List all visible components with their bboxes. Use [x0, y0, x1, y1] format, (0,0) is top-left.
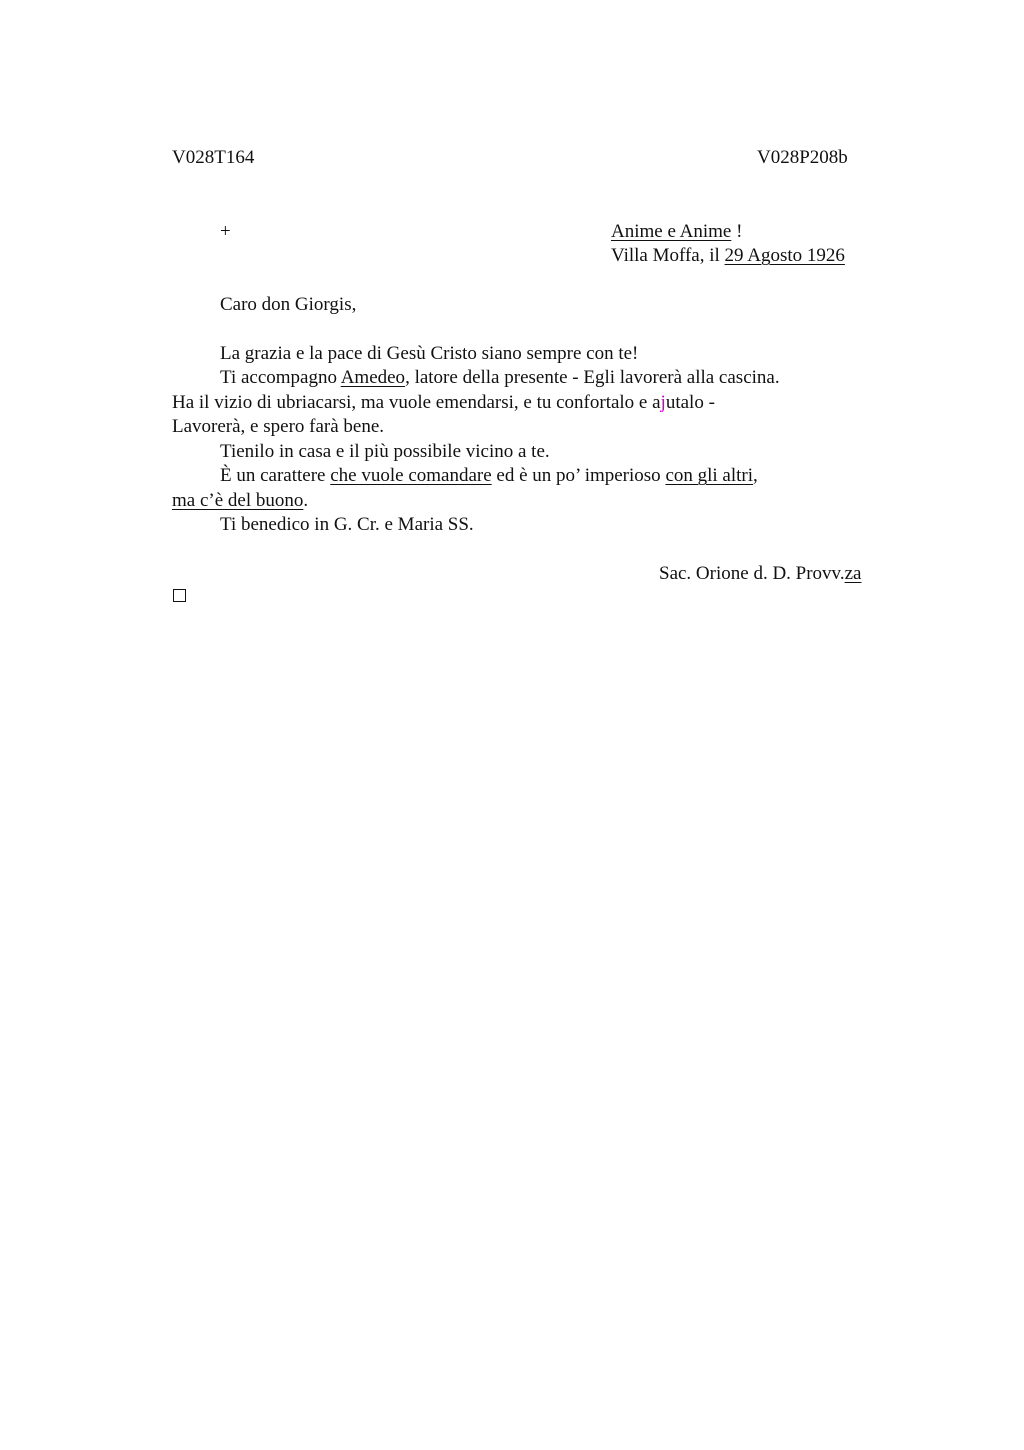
body-line-3 [172, 391, 715, 415]
square-icon [173, 589, 186, 602]
body-line-5: Tienilo in casa e il più possibile vicino a te. [220, 441, 550, 462]
body-line-1: La grazia e la pace di Gesù Cristo siano sempre con te! [220, 343, 639, 364]
body-line-7 [172, 489, 308, 513]
salutation: Caro don Giorgis, [220, 294, 357, 315]
body-line-2 [220, 366, 780, 390]
body-line-2-a: Ti accompagno [220, 367, 341, 388]
body-line-7-b: . [303, 490, 309, 511]
motto-suffix: ! [731, 221, 743, 242]
body-line-3-b: utalo - [665, 392, 715, 413]
body-line-6-b: ed è un po’ imperioso [491, 465, 666, 486]
highlighted-letter: j [660, 392, 666, 413]
document-code-left: V028T164 [172, 147, 255, 168]
body-line-6-a: È un carattere [220, 465, 331, 486]
dateline-date: 29 Agosto 1926 [724, 245, 845, 266]
underlined-phrase-3: ma c’è del buono [172, 490, 304, 511]
dateline [611, 244, 845, 268]
body-line-8: Ti benedico in G. Cr. e Maria SS. [220, 514, 474, 535]
signature-suffix: za [844, 563, 862, 584]
motto-text: Anime e Anime [611, 221, 732, 242]
signature-text: Sac. Orione d. D. Provv. [659, 563, 845, 584]
underlined-phrase-1: che vuole comandare [330, 465, 492, 486]
underlined-phrase-2: con gli altri [665, 465, 754, 486]
motto [611, 220, 742, 244]
dateline-prefix: Villa Moffa, il [611, 245, 725, 266]
body-line-2-b: , latore della presente - Egli lavorerà alla cascina. [405, 367, 780, 388]
cross-mark: + [220, 221, 231, 242]
document-code-right: V028P208b [757, 147, 848, 168]
person-name: Amedeo [340, 367, 406, 388]
body-line-4: Lavorerà, e spero farà bene. [172, 416, 385, 437]
signature [659, 562, 861, 586]
body-line-3-a: Ha il vizio di ubriacarsi, ma vuole emendarsi, e tu confortalo e a [172, 392, 661, 413]
body-line-6-c: , [753, 465, 758, 486]
body-line-6 [220, 464, 758, 488]
